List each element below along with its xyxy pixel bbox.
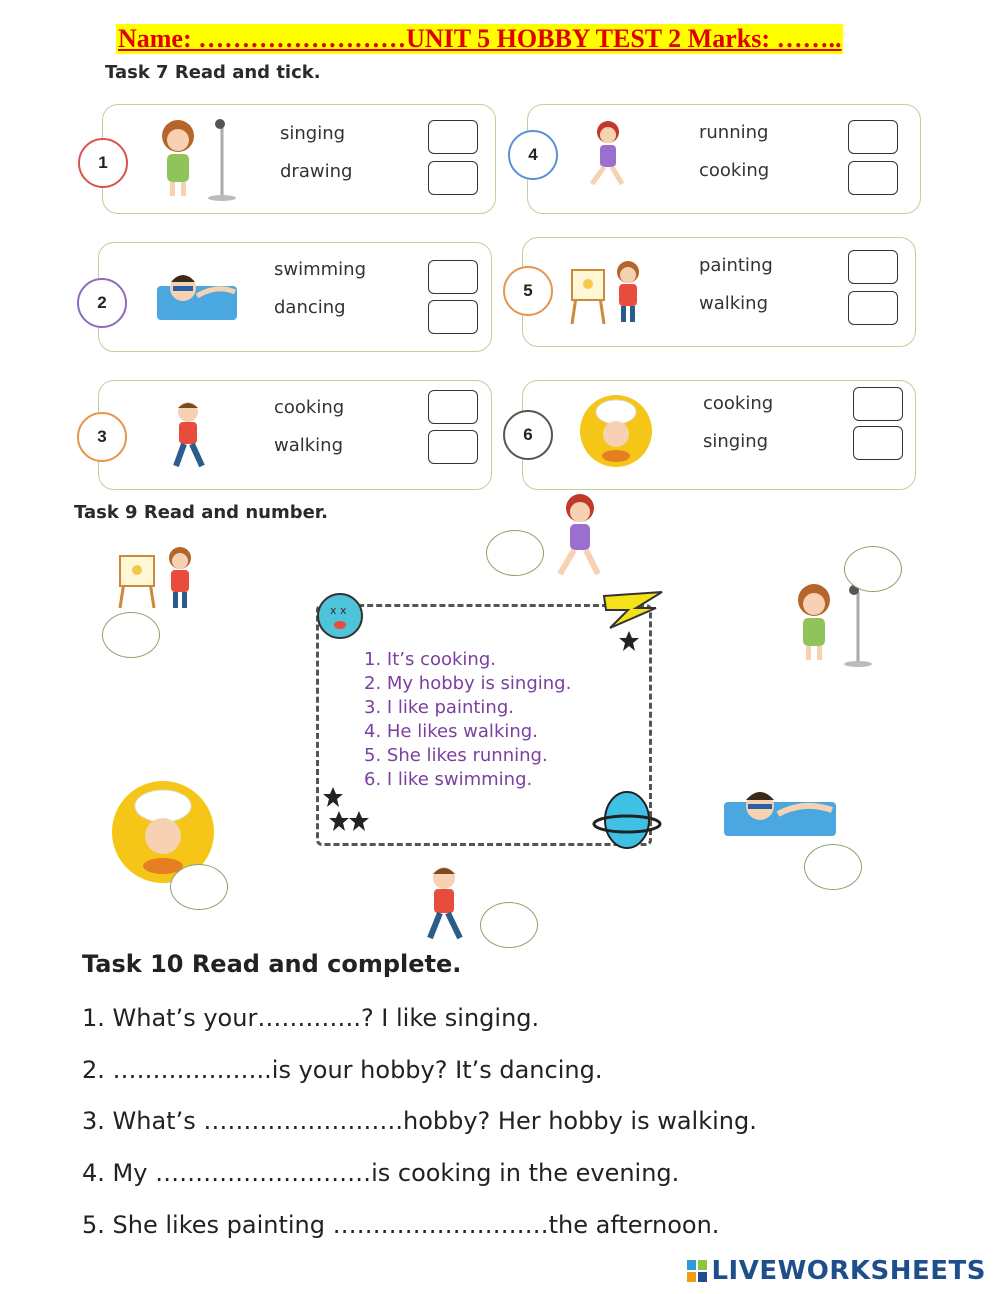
walking-boy-picture [416, 864, 472, 944]
tick-box-4a[interactable] [848, 120, 898, 154]
tick-box-1a[interactable] [428, 120, 478, 154]
stars-icon [322, 786, 370, 836]
running-girl-picture [540, 490, 616, 580]
singer-girl-illustration [150, 112, 240, 204]
painting-girl-illustration [566, 256, 656, 326]
lightning-icon [596, 588, 668, 632]
task7-number-6: 6 [503, 410, 553, 460]
star-icon [618, 630, 640, 652]
liveworksheets-logo [687, 1256, 986, 1286]
sentence-2: 2. My hobby is singing. [364, 673, 572, 694]
task7-number-5: 5 [503, 266, 553, 316]
planet-egg-icon [592, 788, 662, 852]
task7-option-5b: walking [699, 293, 769, 314]
task10-line-3[interactable]: 3. What’s …………………….hobby? Her hobby is walking. [82, 1107, 757, 1135]
task7-option-6b: singing [703, 431, 769, 452]
svg-text:x x: x x [330, 604, 347, 617]
logo-text: LIVEWORKSHEETS [711, 1256, 986, 1286]
walking-boy-illustration [164, 400, 212, 472]
sentence-4: 4. He likes walking. [364, 721, 538, 742]
tick-box-6a[interactable] [853, 387, 903, 421]
task7-option-6a: cooking [703, 393, 774, 414]
answer-circle-swimming[interactable] [804, 844, 862, 890]
tick-box-3a[interactable] [428, 390, 478, 424]
sentence-1: 1. It’s cooking. [364, 649, 496, 670]
task7-title: Task 7 Read and tick. [105, 62, 321, 83]
tick-box-3b[interactable] [428, 430, 478, 464]
answer-circle-painting[interactable] [102, 612, 160, 658]
tick-box-1b[interactable] [428, 161, 478, 195]
tick-box-4b[interactable] [848, 161, 898, 195]
task9-title: Task 9 Read and number. [74, 502, 328, 523]
task7-number-4: 4 [508, 130, 558, 180]
sentence-5: 5. She likes running. [364, 745, 548, 766]
answer-circle-running[interactable] [486, 530, 544, 576]
task10-line-1[interactable]: 1. What’s your………….? I like singing. [82, 1004, 540, 1032]
task10-title: Task 10 Read and complete. [82, 950, 462, 978]
task7-option-5a: painting [699, 255, 773, 276]
task10-line-4[interactable]: 4. My ………………………is cooking in the evening. [82, 1159, 680, 1187]
task7-option-3a: cooking [274, 397, 345, 418]
running-girl-illustration [574, 118, 638, 190]
worksheet-header: Name: ……………………UNIT 5 HOBBY TEST 2 Marks: …….. [118, 24, 842, 53]
swimming-boy-illustration [157, 262, 237, 322]
painting-girl-picture [114, 542, 210, 612]
task7-option-1a: singing [280, 123, 346, 144]
liveworksheets-mark-icon [687, 1260, 707, 1282]
answer-circle-cooking[interactable] [170, 864, 228, 910]
tick-box-5a[interactable] [848, 250, 898, 284]
tick-box-2a[interactable] [428, 260, 478, 294]
cooking-chef-illustration [576, 394, 656, 468]
answer-circle-walking[interactable] [480, 902, 538, 948]
task10-line-2[interactable]: 2. ………………..is your hobby? It’s dancing. [82, 1056, 603, 1084]
sentence-3: 3. I like painting. [364, 697, 514, 718]
tick-box-2b[interactable] [428, 300, 478, 334]
swimming-boy-picture [724, 782, 836, 838]
task7-option-4a: running [699, 122, 769, 143]
silly-face-icon [316, 592, 364, 640]
task7-option-1b: drawing [280, 161, 353, 182]
sentence-6: 6. I like swimming. [364, 769, 533, 790]
tick-box-5b[interactable] [848, 291, 898, 325]
task7-option-2b: dancing [274, 297, 346, 318]
task7-number-2: 2 [77, 278, 127, 328]
task7-number-1: 1 [78, 138, 128, 188]
task10-line-5[interactable]: 5. She likes painting ………………………the afternoon. [82, 1211, 720, 1239]
task7-option-4b: cooking [699, 160, 770, 181]
answer-circle-singing[interactable] [844, 546, 902, 592]
task7-option-2a: swimming [274, 259, 367, 280]
task7-number-3: 3 [77, 412, 127, 462]
task7-option-3b: walking [274, 435, 344, 456]
tick-box-6b[interactable] [853, 426, 903, 460]
